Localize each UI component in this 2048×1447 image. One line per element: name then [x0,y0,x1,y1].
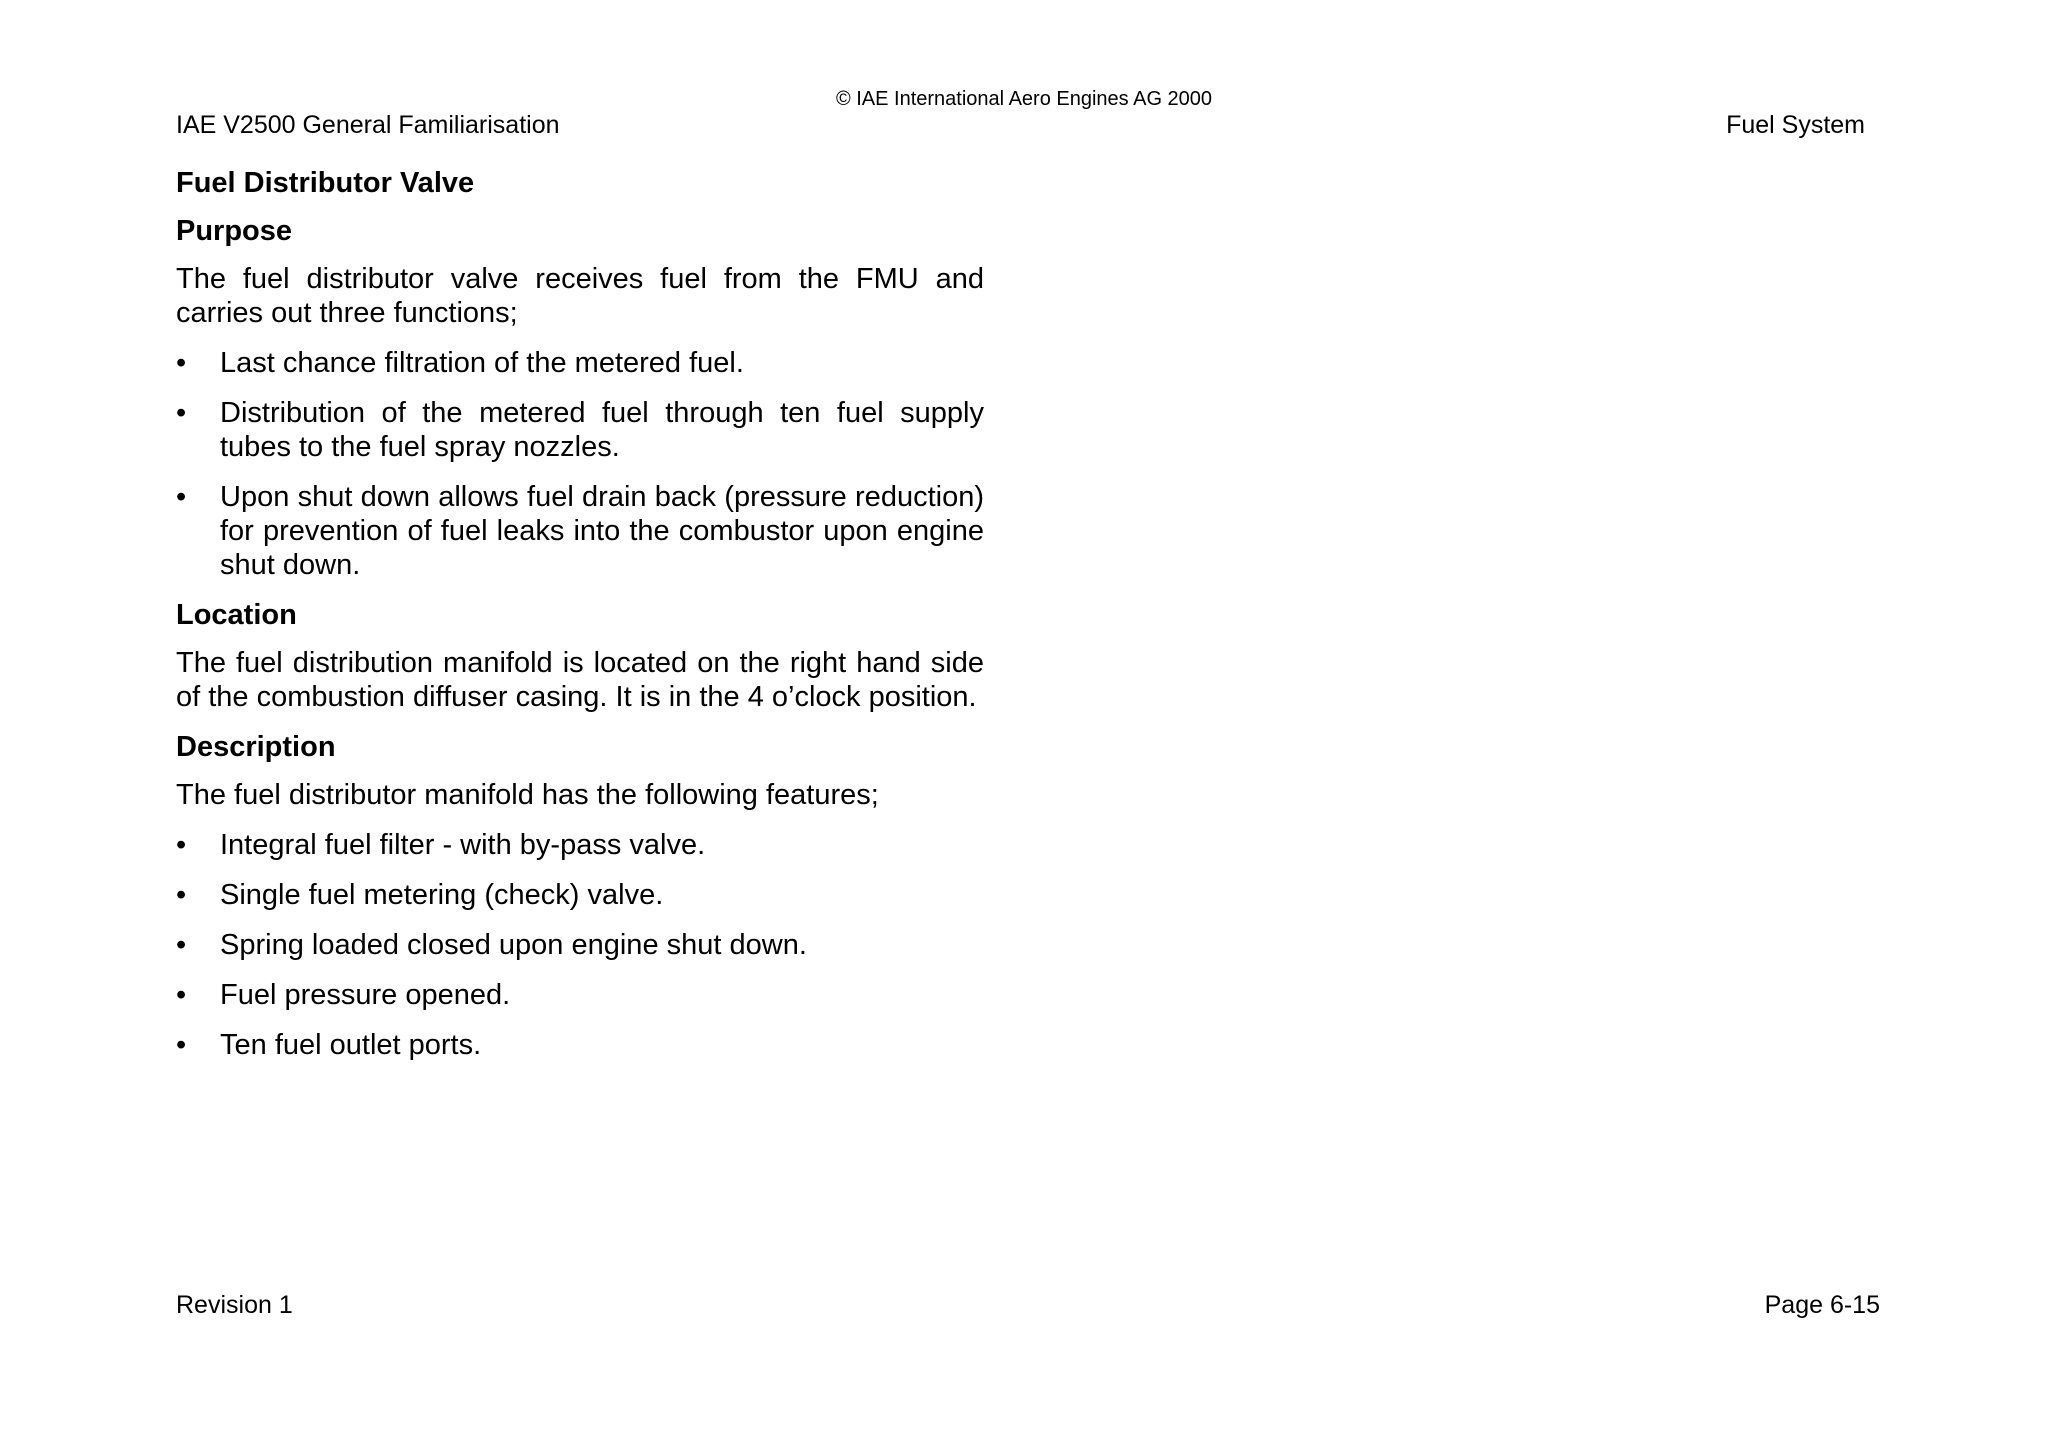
list-item: • Spring loaded closed upon engine shut down. [176,929,807,961]
purpose-list [176,346,984,582]
bullet-icon: • [176,347,187,379]
header-manual-title: IAE V2500 General Familiarisation [176,111,560,139]
location-text: The fuel distribution manifold is located on the right hand side of the combustion diffuser casing. It is in the 4 o’clock position. [176,647,984,713]
list-item: • Single fuel metering (check) valve. [176,879,664,911]
purpose-intro: The fuel distributor valve receives fuel from the FMU and carries out three functions; [176,263,984,329]
bullet-icon: • [176,481,187,513]
bullet-icon: • [176,1029,187,1061]
footer-page-number: Page 6-15 [1764,1291,1880,1319]
list-item: • Integral fuel filter - with by-pass valve. [176,829,706,861]
list-item: • Fuel pressure opened. [176,979,511,1011]
header-section-title: Fuel System [1726,111,1865,139]
copyright-notice: © IAE International Aero Engines AG 2000 [835,88,1213,110]
bullet-icon: • [176,929,187,961]
list-item: • Ten fuel outlet ports. [176,1029,482,1061]
location-heading: Location [176,599,297,631]
description-list [176,828,984,1062]
bullet-icon: • [176,397,187,429]
footer-revision: Revision 1 [176,1291,293,1319]
description-intro: The fuel distributor manifold has the following features; [176,779,879,811]
bullet-icon: • [176,979,187,1011]
description-heading: Description [176,731,336,763]
page-title: Fuel Distributor Valve [176,167,475,199]
list-item: • Distribution of the metered fuel through ten fuel supply tubes to the fuel spray nozzles. [176,397,984,463]
list-item: • Upon shut down allows fuel drain back (pressure reduction) for prevention of fuel leaks into the combustor upon engine shut down. [176,481,984,581]
bullet-icon: • [176,829,187,861]
bullet-icon: • [176,879,187,911]
list-item: • Last chance filtration of the metered fuel. [176,347,744,379]
purpose-heading: Purpose [176,215,293,247]
main-content [176,166,984,1078]
